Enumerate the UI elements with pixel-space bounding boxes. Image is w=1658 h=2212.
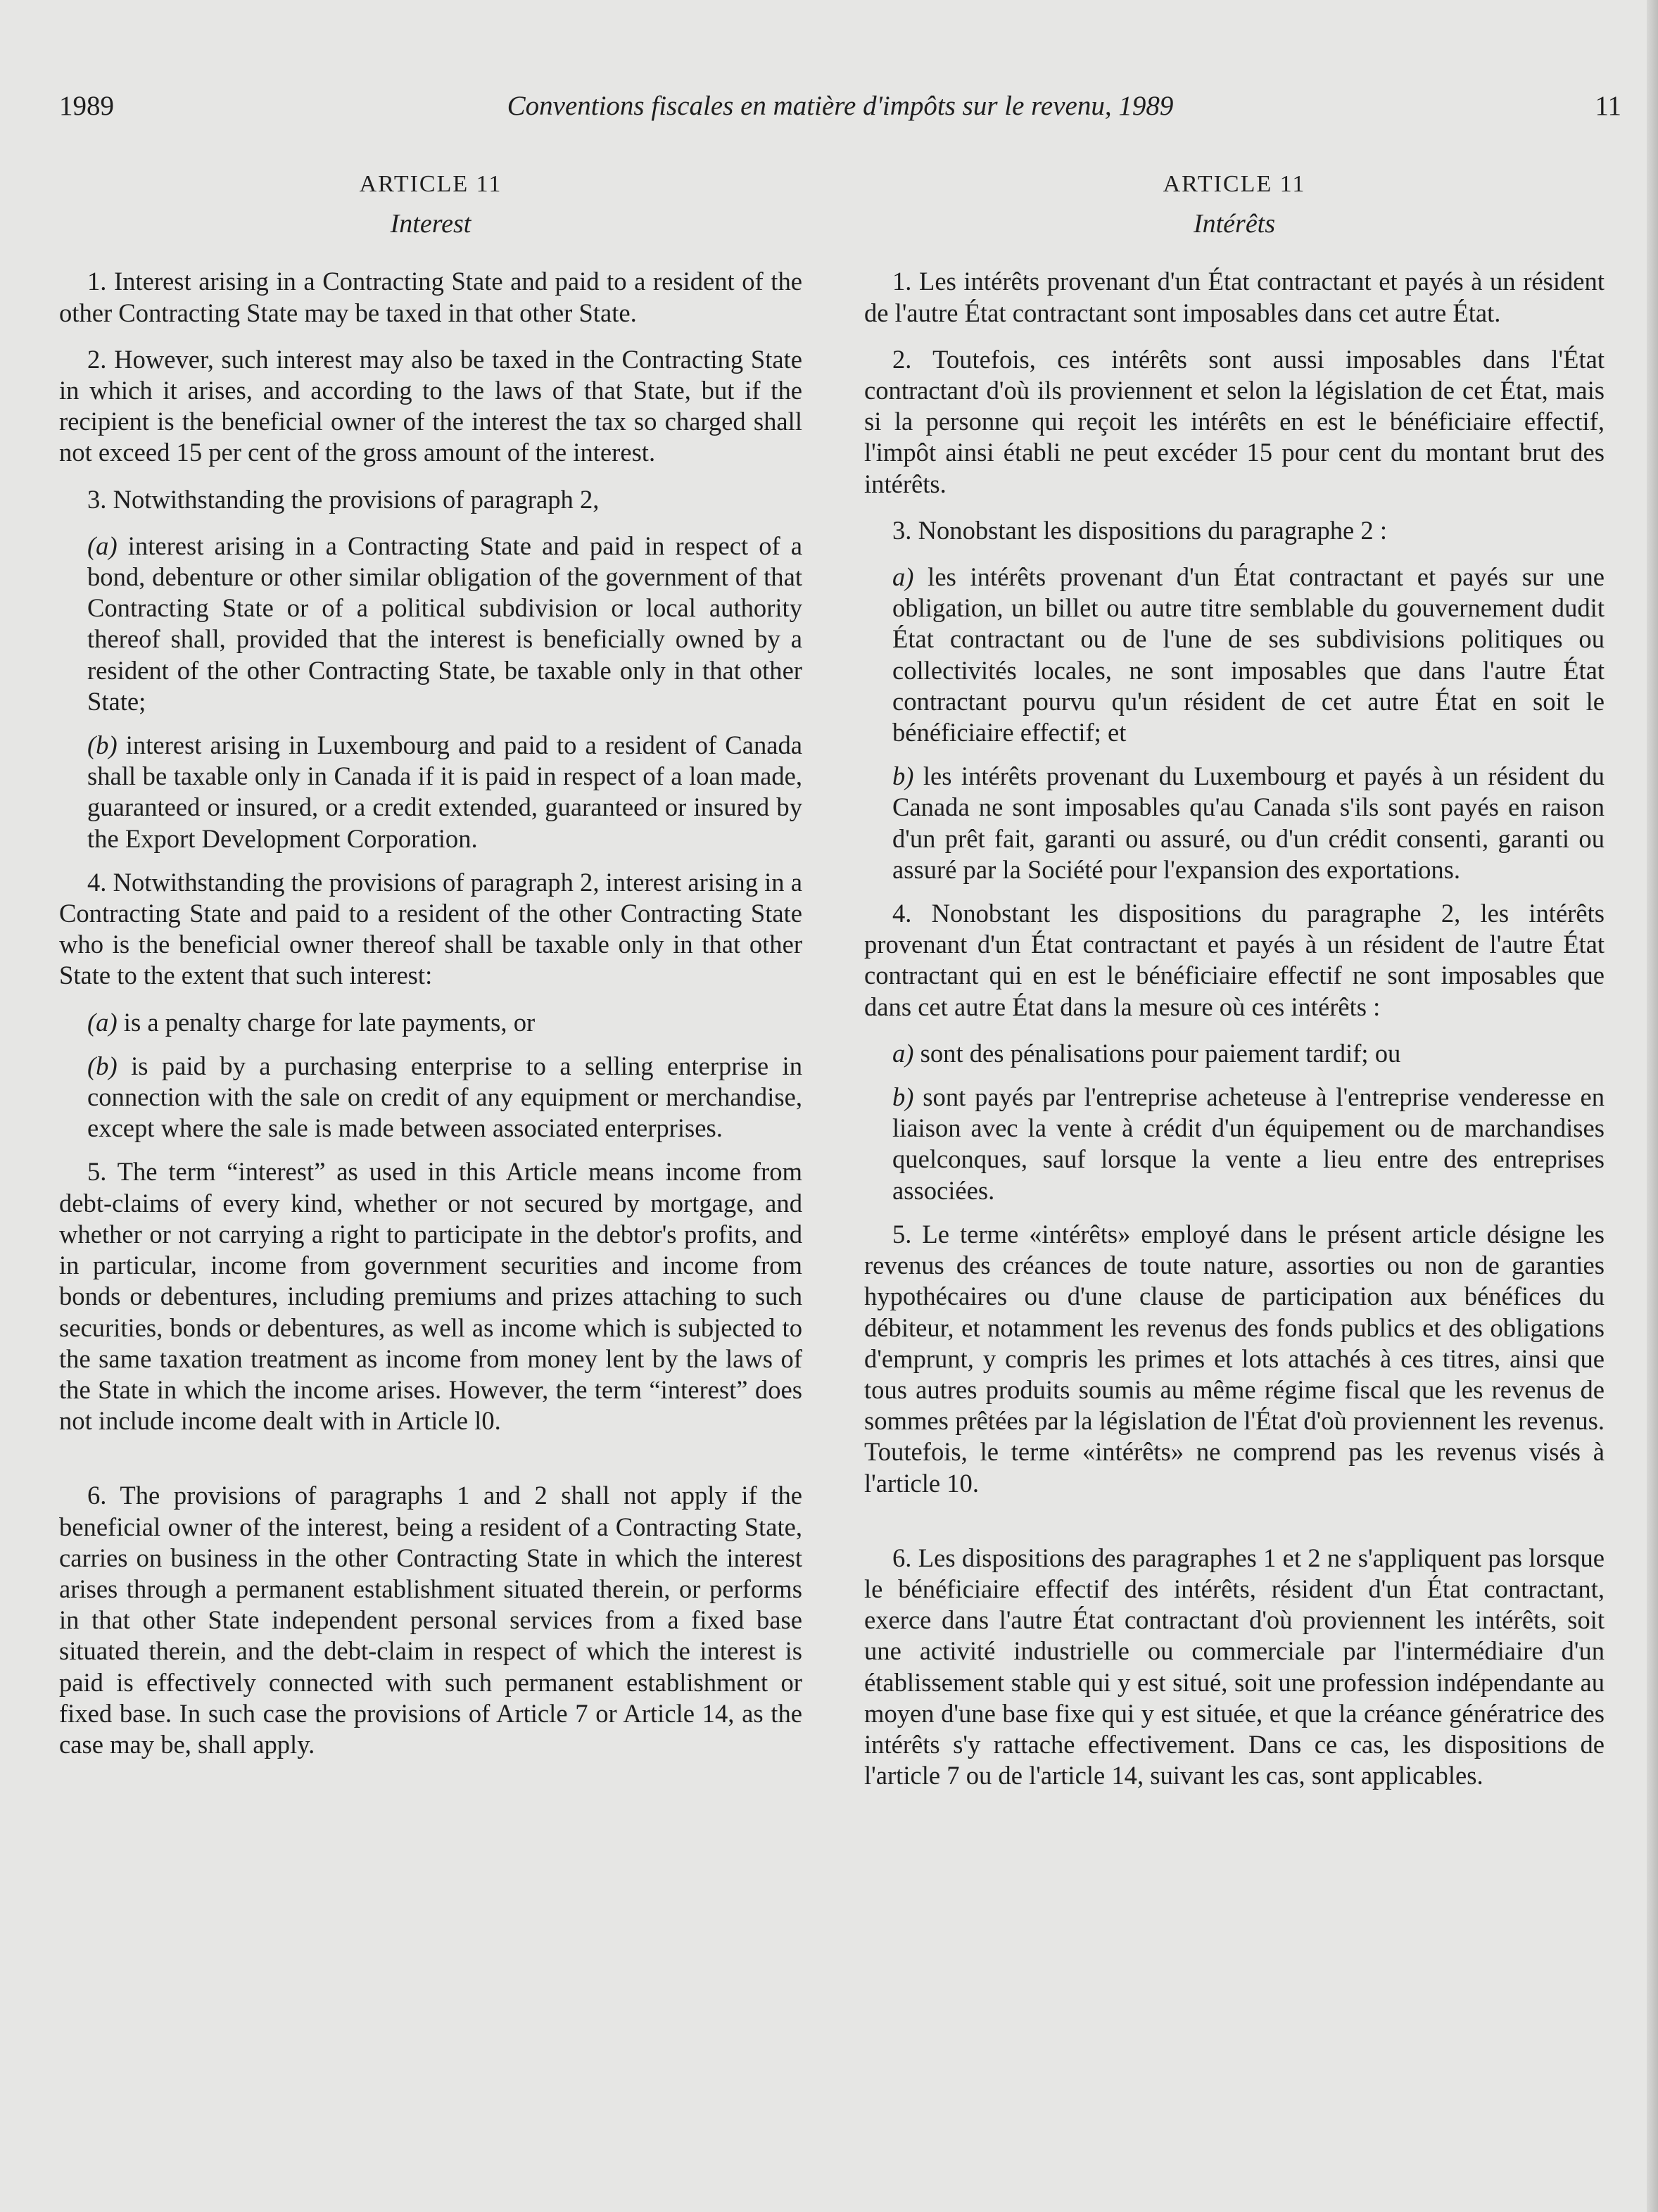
- header-year: 1989: [59, 91, 114, 121]
- page-number: 11: [1595, 91, 1621, 121]
- paragraph-4-en: 4. Notwithstanding the provisions of paragraph 2, interest arising in a Contracting State and paid to a resident of the other Contracting State who is the beneficial owner thereof shall be taxable only in that other State to the extent that such interest:: [59, 867, 802, 990]
- paragraph-3-en: 3. Notwithstanding the provisions of paragraph 2,: [87, 484, 600, 514]
- subparagraph-text: is a penalty charge for late payments, or: [117, 1007, 536, 1037]
- article-heading-fr: ARTICLE 11: [1163, 171, 1306, 197]
- subparagraph-3a-en: [87, 531, 802, 717]
- subparagraph-marker: (b): [87, 731, 118, 760]
- paragraph-6-en: 6. The provisions of paragraphs 1 and 2 shall not apply if the beneficial owner of the interest, being a resident of a Contracting State, carries on business in the other Contracting State in which the interest arises through a permanent establishment situated therein, or performs in that other State independent personal services from a fixed base situated therein, and the debt-claim in respect of which the interest is paid is effectively connected with such permanent establishment or fixed base. In such case the provisions of Article 7 or Article 14, as the case may be, shall apply.: [59, 1481, 802, 1759]
- subparagraph-marker: b): [892, 761, 914, 791]
- subparagraph-4a-en: [87, 1007, 802, 1038]
- french-column: [864, 169, 1605, 1807]
- subparagraph-text: interest arising in a Contracting State and paid in respect of a bond, debenture or other similar obligation of the government of that Contracting State or of a political subdivision or local authority thereof shall, provided that the interest is beneficially owned by a resident of the other Contracting State, be taxable only in that other State;: [87, 531, 802, 716]
- paragraph-5-fr: 5. Le terme «intérêts» employé dans le présent article désigne les revenus des créances de toute nature, assorties ou non de garanties hypothécaires ou d'une clause de participation aux bénéfices du débiteur, et notamment les revenus des fonds publics et des obligations d'emprunt, y compris les primes et lots attachés à ces titres, ainsi que tous autres produits soumis au même régime fiscal que les revenus de sommes prêtées par la législation de l'État d'où proviennent les revenus. Toutefois, le terme «intérêts» ne comprend pas les revenus visés à l'article 10.: [864, 1219, 1605, 1498]
- subparagraph-4b-en: [87, 1051, 802, 1144]
- english-column: [59, 169, 802, 1776]
- subparagraph-marker: (b): [87, 1051, 118, 1080]
- subparagraph-marker: a): [892, 562, 914, 592]
- page-header: [59, 90, 1621, 132]
- subparagraph-text: is paid by a purchasing enterprise to a selling enterprise in connection with the sale on credit of any equipment or merchandise, except where the sale is made between associated enterprises.: [87, 1051, 802, 1143]
- paragraph-5-en: 5. The term “interest” as used in this Article means income from debt-claims of every kind, whether or not secured by mortgage, and whether or not carrying a right to participate in the debtor's profits, and in particular, income from government securities and income from bonds or debentures, including premiums and prizes attaching to such securities, bonds or debentures, as well as income which is subjected to the same taxation treatment as income from money lent by the laws of the State in which the income arises. However, the term “interest” does not include income dealt with in Article l0.: [59, 1157, 802, 1436]
- subparagraph-text: sont des pénalisations pour paiement tardif; ou: [913, 1038, 1401, 1068]
- paragraph-2-en: 2. However, such interest may also be taxed in the Contracting State in which it arises, and according to the laws of that State, but if the recipient is the beneficial owner of the interest the tax so charged shall not exceed 15 per cent of the gross amount of the interest.: [59, 344, 802, 467]
- paragraph-1-fr: 1. Les intérêts provenant d'un État contractant et payés à un résident de l'autre État contractant sont imposables dans cet autre État.: [864, 267, 1605, 327]
- subparagraph-4a-fr: [892, 1038, 1605, 1069]
- running-title: Conventions fiscales en matière d'impôts sur le revenu, 1989: [507, 91, 1174, 121]
- subparagraph-3b-en: [87, 730, 802, 854]
- subparagraph-3b-fr: [892, 761, 1605, 885]
- subparagraph-text: les intérêts provenant du Luxembourg et payés à un résident du Canada ne sont imposables qu'au Canada s'ils sont payés en raison d'un prêt fait, garanti ou assuré, ou d'un crédit consenti, garanti ou assuré par la Société pour l'expansion des exportations.: [892, 761, 1605, 884]
- subparagraph-text: sont payés par l'entreprise acheteuse à l'entreprise venderesse en liaison avec la vente à crédit d'un équipement ou de marchandises quelconques, sauf lorsque la vente a lieu entre des entreprises associées.: [892, 1082, 1605, 1205]
- subparagraph-marker: (a): [87, 1007, 118, 1037]
- subparagraph-text: interest arising in Luxembourg and paid to a resident of Canada shall be taxable only in Canada if it is paid in respect of a loan made, guaranteed or insured, or a credit extended, guaranteed or insured by the Export Development Corporation.: [87, 731, 802, 853]
- spacer: [864, 1515, 1605, 1543]
- subparagraph-4b-fr: [892, 1082, 1605, 1206]
- paragraph-3-fr: 3. Nonobstant les dispositions du paragraphe 2 :: [892, 515, 1388, 545]
- article-subtitle-fr: Intérêts: [1193, 209, 1276, 239]
- paragraph-4-fr: 4. Nonobstant les dispositions du paragraphe 2, les intérêts provenant d'un État contractant et payés à un résident de l'autre État contractant qui en est le bénéficiaire effectif ne sont imposables que dans cet autre État dans la mesure où ces intérêts :: [864, 899, 1605, 1021]
- subparagraph-3a-fr: [892, 562, 1605, 748]
- paragraph-2-fr: 2. Toutefois, ces intérêts sont aussi imposables dans l'État contractant d'où ils proviennent et selon la législation de cet État, mais si la personne qui reçoit les intérêts en est le bénéficiaire effectif, l'impôt ainsi établi ne peut excéder 15 pour cent du montant brut des intérêts.: [864, 344, 1605, 498]
- article-subtitle-en: Interest: [390, 209, 472, 239]
- article-heading-en: ARTICLE 11: [359, 171, 502, 197]
- spacer: [59, 1452, 802, 1480]
- paragraph-6-fr: 6. Les dispositions des paragraphes 1 et 2 ne s'appliquent pas lorsque le bénéficiaire effectif des intérêts, résident d'un État contractant, exerce dans l'autre État contractant d'où proviennent les intérêts, soit une activité industrielle ou commerciale par l'intermédiaire d'un établissement stable qui y est situé, soit une profession indépendante au moyen d'une base fixe qui y est située, et que la créance génératrice des intérêts s'y rattache effectivement. Dans ce cas, les dispositions de l'article 7 ou de l'article 14, suivant les cas, sont applicables.: [864, 1543, 1605, 1790]
- subparagraph-marker: a): [892, 1038, 914, 1068]
- subparagraph-text: les intérêts provenant d'un État contractant et payés sur une obligation, un billet ou autre titre semblable du gouvernement dudit État contractant ou de l'une de ses subdivisions politiques ou collectivités locales, ne sont imposables que dans l'autre État contractant pourvu qu'un résident de cet autre État en soit le bénéficiaire effectif; et: [892, 562, 1605, 747]
- paragraph-1-en: 1. Interest arising in a Contracting State and paid to a resident of the other Contracting State may be taxed in that other State.: [59, 267, 802, 327]
- subparagraph-marker: b): [892, 1082, 914, 1112]
- subparagraph-marker: (a): [87, 531, 118, 560]
- page-edge-shadow: [1647, 0, 1658, 2212]
